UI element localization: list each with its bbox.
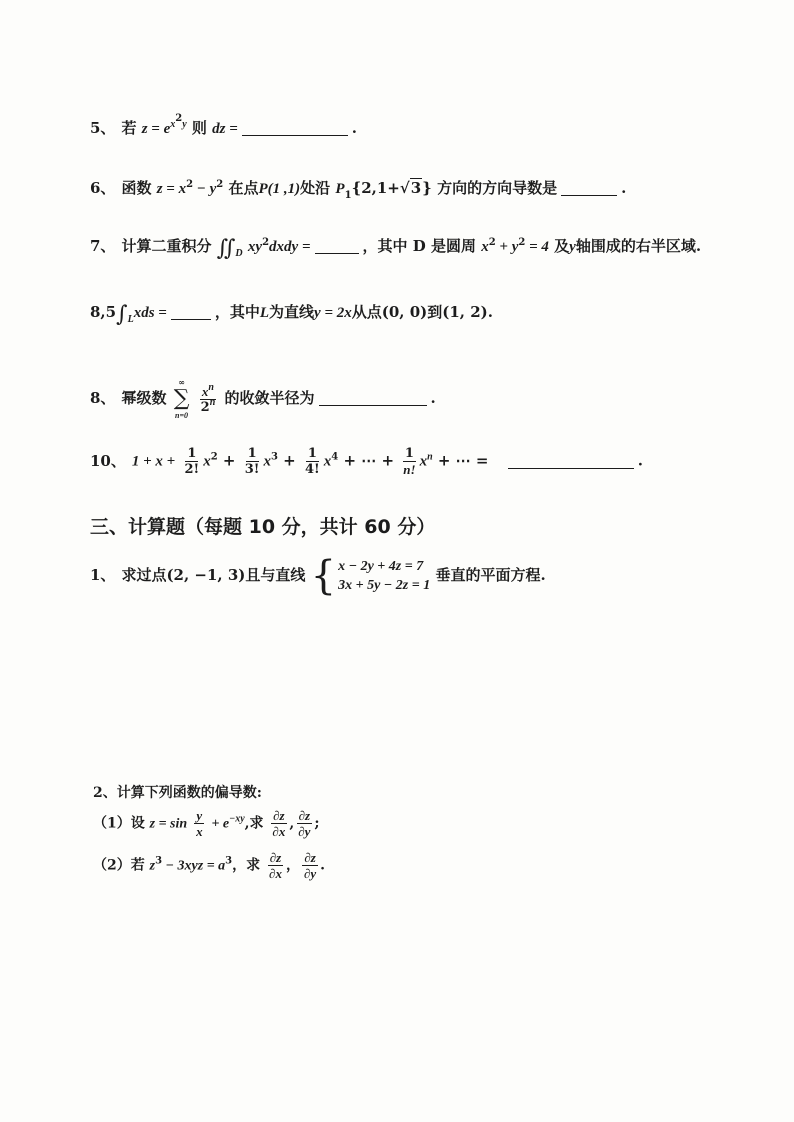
question-number: 8、 — [90, 389, 116, 407]
integral-sign: ∫ — [116, 302, 128, 327]
question-number: 8, — [90, 303, 106, 321]
question-6: 6、 函数 $z = x^2 - y^2$ 在点P(1 ,1)处沿 $P_1\{2,1+√3\}$ 方向的方向导数是 . — [90, 179, 627, 201]
question-7: 7、 计算二重积分 $∬_D$ $xy^2dxdy$ = ，其中 D 是圆周 $x^2 + y^2 = 4$ 及y轴围成的右半区域. — [90, 236, 702, 261]
question-number: 2、 — [93, 785, 117, 801]
question-5: 5、 若 $z = e^{x^2y}$ 则 dz = . — [90, 113, 358, 137]
section-heading: 三、计算题（每题 10 分，共计 60 分） — [90, 516, 436, 538]
question-10: 10、 1 + x + $\frac{1}{2!}$ $x^2$ + $\frac{1}{3!}$ $x^3$ + $\frac{1}{4!}$ $x^4$ + ⋯ + $\frac{1}{n!}$ $x^n$ + ⋯ = . — [90, 446, 643, 477]
question-number: 1、 — [90, 566, 116, 584]
answer-blank[interactable] — [242, 119, 348, 136]
answer-blank[interactable] — [561, 179, 617, 196]
answer-blank[interactable] — [315, 237, 359, 254]
series-term: $\frac{x^n}{2^n}$ — [200, 381, 216, 415]
calc-question-1: 1、 求过点(2, −1, 3)且与直线 { x − 2y + 4z = 7 3x + 5y − 2z = 1 垂直的平面方程. — [90, 553, 546, 599]
calc-question-2-part-1: （1）设 z = sin $\frac{y}{x}$ + $e^{-xy}$,求 $\frac{\partial z}{\partial x}$ , $\frac{\partial z}{\partial y}$ ; — [93, 808, 320, 839]
double-integral-sign: ∬ — [216, 236, 236, 261]
calc-question-2-part-2: （2）若 $z^3 - 3xyz = a^3$，求 $\frac{\partial z}{\partial x}$ ， $\frac{\partial z}{\partial y}$ . — [93, 850, 326, 881]
answer-blank[interactable] — [319, 389, 427, 406]
question-number: 6、 — [90, 179, 116, 197]
calc-question-2-title: 2、计算下列函数的偏导数: — [93, 785, 262, 801]
question-8-line-integral: $8,5\int_Lxds$ = ，其中L为直线y = 2x从点(0, 0)到(1, 2). — [90, 302, 493, 327]
question-number: 10、 — [90, 451, 126, 470]
line-equation-system: { x − 2y + 4z = 7 3x + 5y − 2z = 1 — [310, 553, 431, 599]
question-number: 7、 — [90, 237, 116, 255]
answer-blank[interactable] — [508, 452, 634, 469]
answer-blank[interactable] — [171, 303, 211, 320]
question-number: 5、 — [90, 119, 116, 137]
question-8-power-series: 8、 幂级数 ∞ ∑ n=0 $\frac{x^n}{2^n}$ 的收敛半径为 . — [90, 377, 436, 420]
summation-sign: ∞ ∑ n=0 — [173, 377, 190, 420]
